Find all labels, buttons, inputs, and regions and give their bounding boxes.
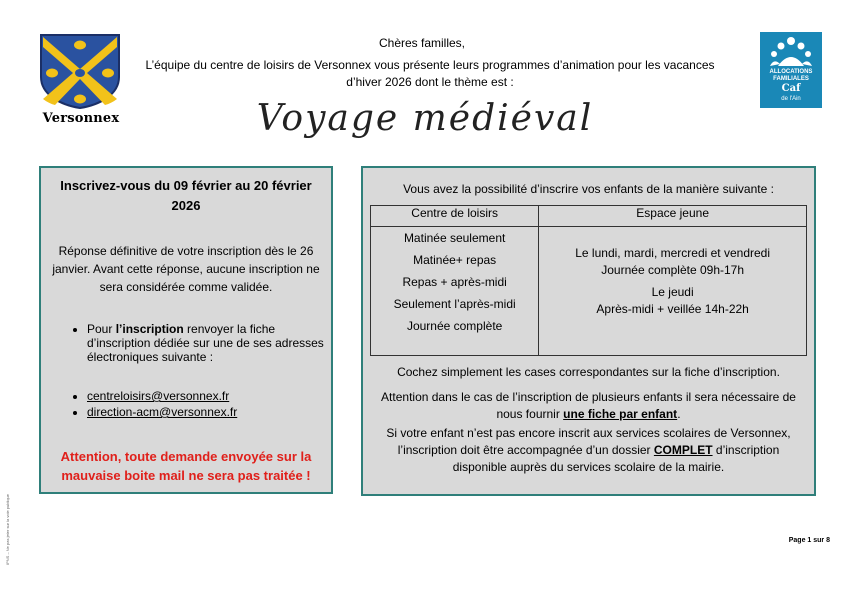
instruction-list [69,322,337,364]
espace-options-cell [539,227,807,356]
email-list [69,388,337,420]
multi-children-emphasis: une fiche par enfant [563,407,678,421]
email-item [87,404,337,420]
theme-title: Voyage médiéval [256,98,594,139]
definitive-response-text: Réponse définitive de votre inscription dès le 26 janvier. Avant cette réponse, aucune inscription ne sera considérée comme validée. [52,244,320,294]
multi-children-post: . [677,407,681,421]
warning-line-1: Attention, toute demande envoyée sur la [60,449,312,464]
enrollment-title [41,176,331,216]
town-name: Versonnex [42,111,120,126]
caf-region: de l'Ain [781,96,801,102]
intro-line-1: L’équipe du centre de loisirs de Versonnex vous présente leurs programmes d’animation pour les vacances [145,58,715,72]
instruction-prefix: Pour [87,322,116,336]
not-registered-line-1: Si votre enfant n’est pas encore inscrit aux services scolaires de Versonnex, [386,426,791,440]
centre-option: Journée complète [406,319,503,333]
caf-familiales: FAMILIALES [773,76,809,82]
caf-allocations: ALLOCATIONS [769,69,813,75]
options-table [370,205,807,356]
centre-options-cell [371,227,539,356]
intro-text [140,57,720,91]
email-link-direction[interactable]: direction-acm@versonnex.fr [87,405,238,419]
caf-logo [760,32,822,108]
side-note: IPNS – Ne pas jeter sur la voie publique [5,494,10,565]
possibility-text: Vous avez la possibilité d’inscrire vos enfants de la manière suivante : [403,182,774,196]
centre-option: Matinée+ repas [413,253,497,267]
not-registered-emphasis: COMPLET [653,443,713,457]
centre-option: Repas + après-midi [402,275,507,289]
multi-children-text [363,389,814,423]
enrollment-title-line-1: Inscrivez-vous du 09 février au 20 février [60,178,312,193]
multi-children-line-1: Attention dans le cas de l’inscription de plusieurs enfants il sera nécessaire de [381,390,796,404]
table-header-espace: Espace jeune [539,206,807,227]
caf-figures-icon [760,34,822,70]
espace-option: Après-midi + veillée 14h-22h [596,302,749,316]
versonnex-crest-icon [39,33,121,109]
not-registered-line-3: disponible auprès du services scolaire de la mairie. [452,460,725,474]
warning-line-2: mauvaise boite mail ne sera pas traitée ! [61,468,311,483]
multi-children-pre: nous fournir [496,407,564,421]
enrollment-box [39,166,333,494]
options-box [361,166,816,496]
multi-children-line-2 [363,406,814,423]
enrollment-title-line-2: 2026 [171,198,201,213]
not-registered-text [363,425,814,476]
espace-option: Le lundi, mardi, mercredi et vendredi [575,246,771,260]
espace-option: Le jeudi [651,285,694,299]
centre-option: Matinée seulement [403,231,506,245]
not-registered-pre: l’inscription doit être accompagnée d’un dossier [397,443,654,457]
instruction-item [87,322,337,364]
instruction-bold: l’inscription [115,322,184,336]
not-registered-post: d’inscription [712,443,780,457]
not-registered-line-2 [363,442,814,459]
espace-option: Journée complète 09h-17h [601,263,745,277]
table-header-centre: Centre de loisirs [371,206,539,227]
centre-option: Seulement l’après-midi [393,297,516,311]
email-link-centreloisirs[interactable]: centreloisirs@versonnex.fr [87,389,230,403]
warning-text [41,447,331,485]
caf-name: Caf [781,83,801,94]
greeting: Chères familles, [378,36,466,50]
email-item [87,388,337,404]
intro-line-2: d’hiver 2026 dont le thème est : [346,75,514,89]
check-boxes-text: Cochez simplement les cases correspondantes sur la fiche d’inscription. [397,365,780,379]
page-number: Page 1 sur 8 [788,537,830,544]
instruction-rest: renvoyer la fiche d’inscription dédiée sur une de ses adresses électroniques suivante : [87,322,324,364]
